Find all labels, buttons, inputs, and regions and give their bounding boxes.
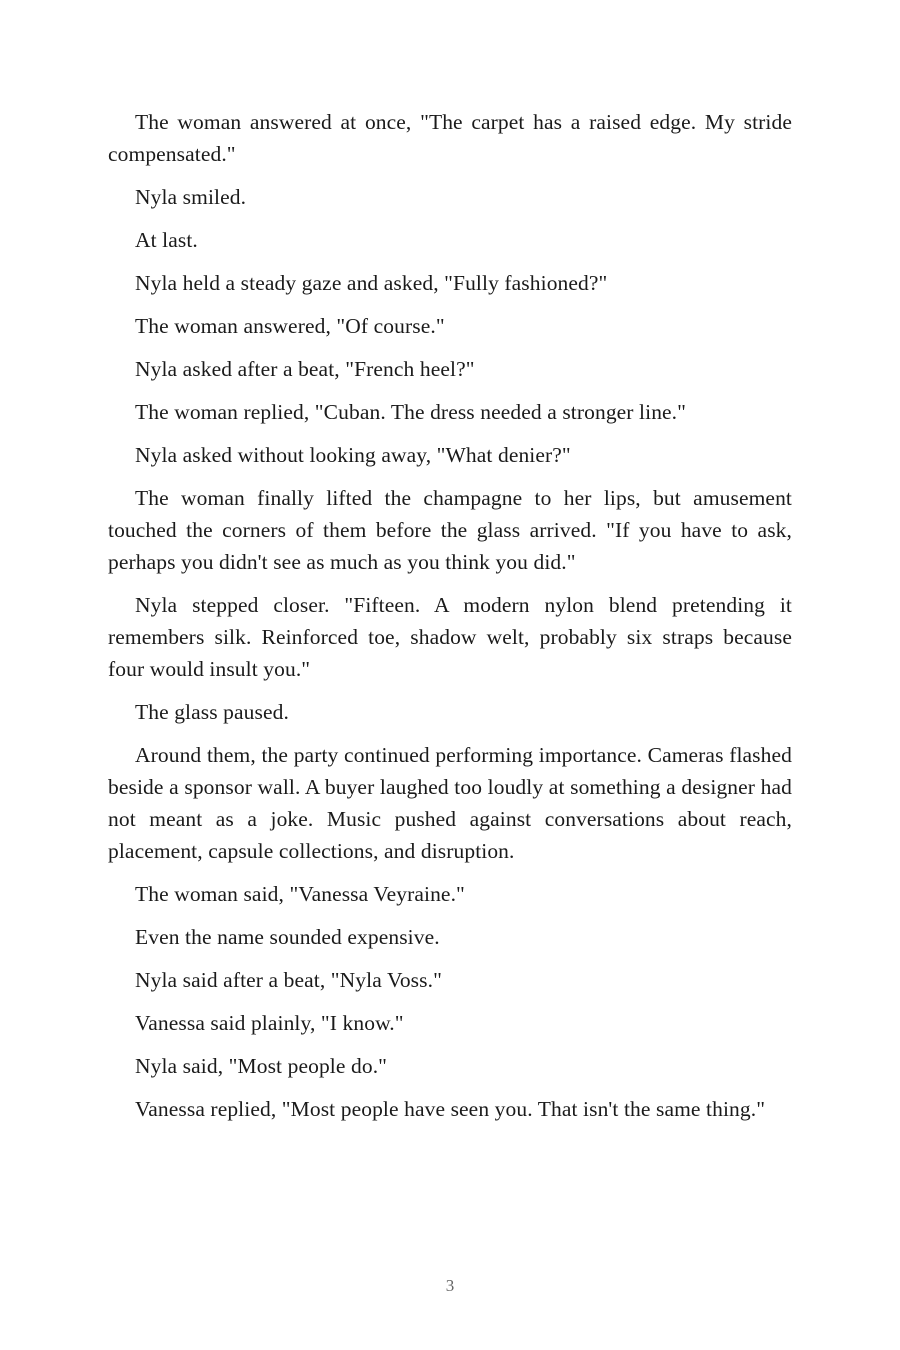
paragraph: Nyla said after a beat, "Nyla Voss." [135, 968, 442, 992]
paragraph: Nyla stepped closer. "Fifteen. A modern nylon blend pretending it remembers silk. Reinforced toe, shadow welt, probably six straps because four would insult you." [108, 593, 792, 681]
paragraph: The glass paused. [135, 700, 289, 724]
paragraph: At last. [135, 228, 198, 252]
paragraph: Nyla said, "Most people do." [135, 1054, 388, 1078]
paragraph: The woman replied, "Cuban. The dress needed a stronger line." [135, 400, 687, 424]
paragraph: Around them, the party continued performing importance. Cameras flashed beside a sponsor wall. A buyer laughed too loudly at something a designer had not meant as a joke. Music pushed against conversations about reach, placement, capsule collections, and disruption. [108, 743, 792, 863]
paragraph: The woman said, "Vanessa Veyraine." [135, 882, 465, 906]
paragraph: The woman answered, "Of course." [135, 314, 445, 338]
paragraph: The woman answered at once, "The carpet has a raised edge. My stride compensated." [108, 110, 792, 166]
paragraph: Vanessa replied, "Most people have seen you. That isn't the same thing." [135, 1097, 766, 1121]
paragraph: Nyla asked without looking away, "What denier?" [135, 443, 571, 467]
paragraph: The woman finally lifted the champagne to her lips, but amusement touched the corners of them before the glass arrived. "If you have to ask, perhaps you didn't see as much as you think you did." [108, 486, 792, 574]
paragraph: Nyla asked after a beat, "French heel?" [135, 357, 475, 381]
paragraph: Nyla held a steady gaze and asked, "Fully fashioned?" [135, 271, 608, 295]
paragraph: Nyla smiled. [135, 185, 247, 209]
paragraph: Even the name sounded expensive. [135, 925, 440, 949]
page-body [108, 106, 792, 1136]
paragraph: Vanessa said plainly, "I know." [135, 1011, 404, 1035]
page-number: 3 [445, 1276, 455, 1295]
